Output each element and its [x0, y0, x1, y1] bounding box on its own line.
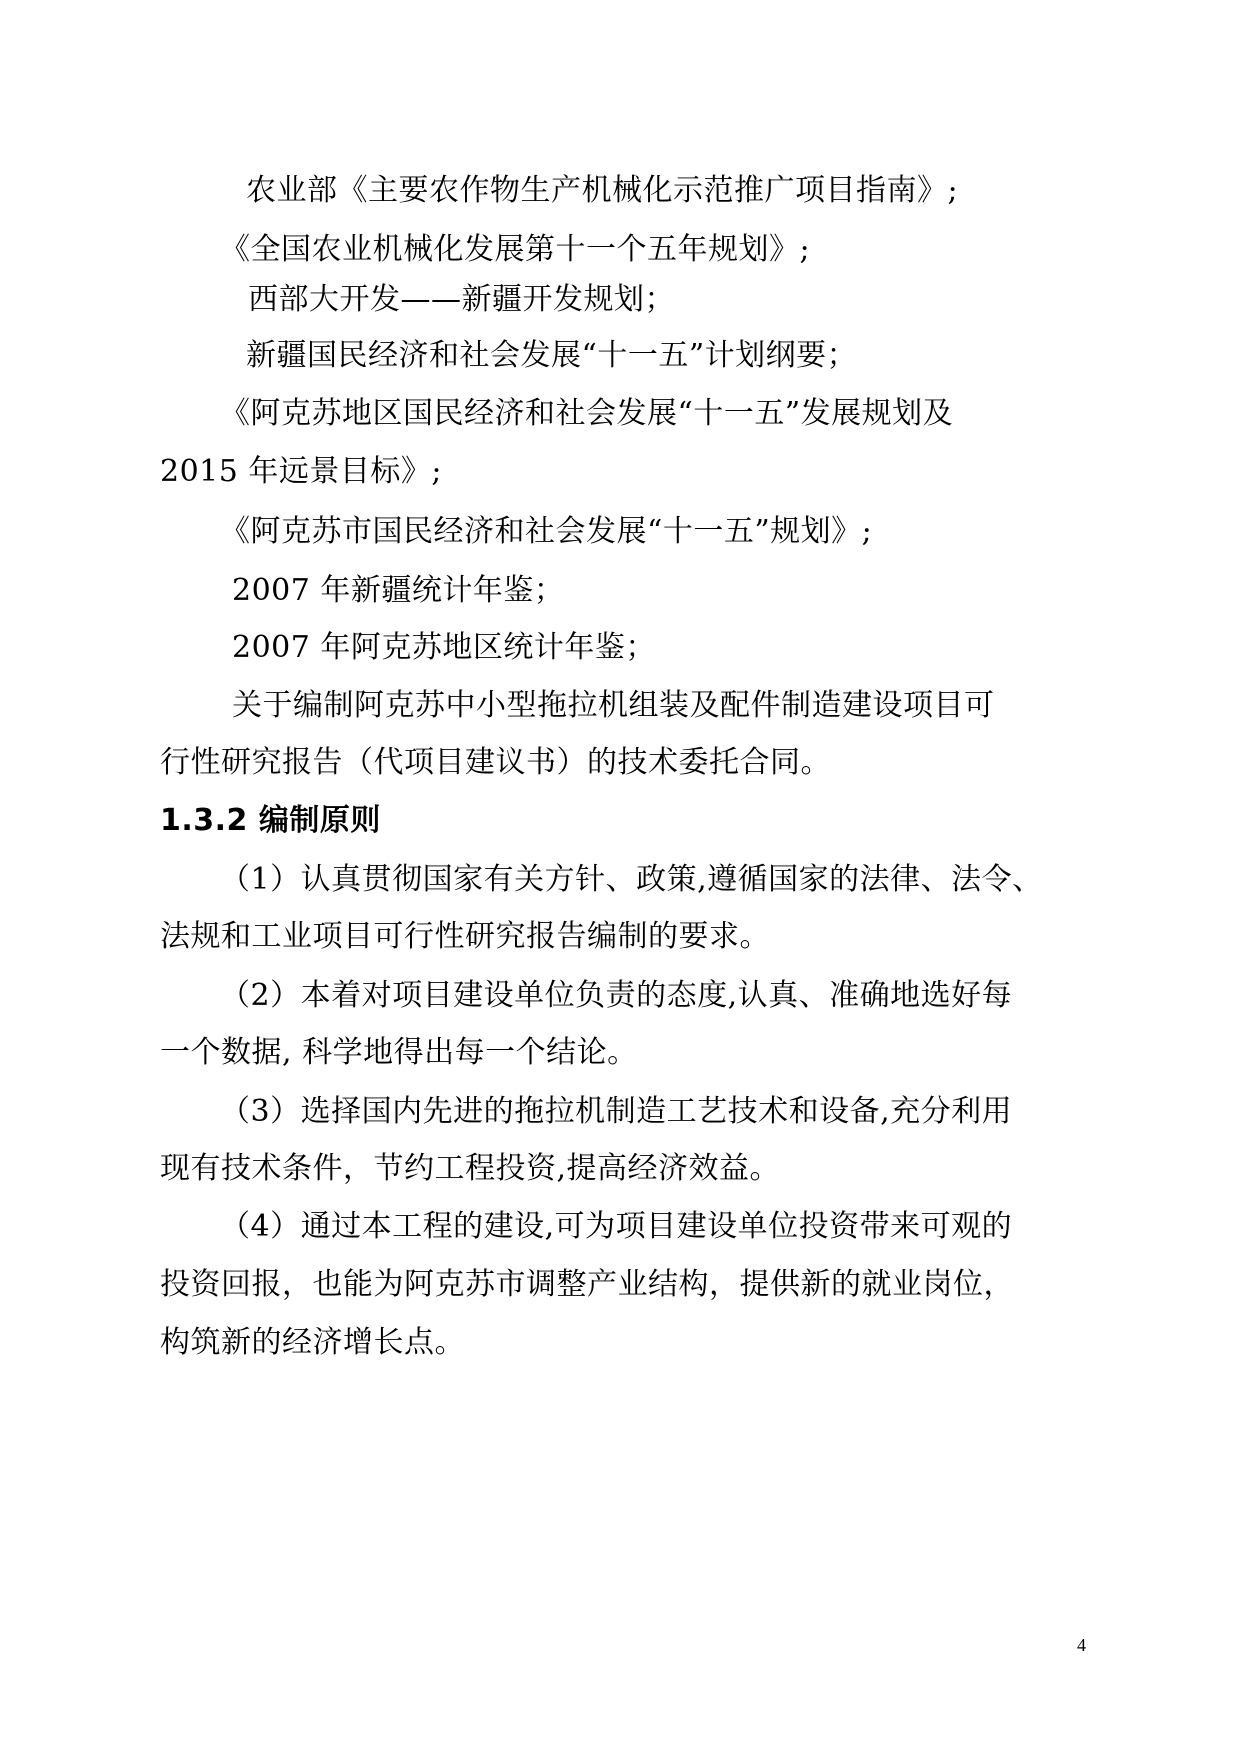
basis-item: 关于编制阿克苏中小型拖拉机组装及配件制造建设项目可 — [232, 688, 995, 723]
principle-line: （2）本着对项目建设单位负责的态度,认真、准确地选好每 — [220, 978, 1013, 1013]
basis-item: 行性研究报告（代项目建议书）的技术委托合同。 — [160, 745, 831, 780]
basis-item: 新疆国民经济和社会发展“十一五”计划纲要； — [246, 338, 858, 373]
basis-item: 《阿克苏市国民经济和社会发展“十一五”规划》; — [220, 514, 873, 549]
basis-item: 《全国农业机械化发展第十一个五年规划》; — [220, 232, 811, 267]
principle-line: 法规和工业项目可行性研究报告编制的要求。 — [160, 919, 770, 954]
principle-line: （3）选择国内先进的拖拉机制造工艺技术和设备,充分利用 — [220, 1094, 1013, 1129]
principle-line: 投资回报，也能为阿克苏市调整产业结构，提供新的就业岗位， — [160, 1267, 1014, 1302]
principle-line: 现有技术条件，节约工程投资,提高经济效益。 — [160, 1151, 781, 1186]
basis-item: 农业部《主要农作物生产机械化示范推广项目指南》; — [246, 173, 959, 208]
principle-line: （1）认真贯彻国家有关方针、政策,遵循国家的法律、法令、 — [220, 862, 1043, 897]
basis-item: 2015 年远景目标》; — [160, 454, 442, 489]
principle-line: 构筑新的经济增长点。 — [160, 1325, 465, 1360]
basis-item: 2007 年阿克苏地区统计年鉴； — [232, 630, 656, 665]
page-number: 4 — [1077, 1635, 1086, 1655]
principle-line: 一个数据, 科学地得出每一个结论。 — [160, 1035, 638, 1070]
basis-item: 西部大开发——新疆开发规划； — [248, 282, 675, 317]
principle-line: （4）通过本工程的建设,可为项目建设单位投资带来可观的 — [220, 1209, 1013, 1244]
basis-item: 《阿克苏地区国民经济和社会发展“十一五”发展规划及 — [220, 396, 954, 431]
basis-item: 2007 年新疆统计年鉴； — [232, 573, 565, 608]
section-heading: 1.3.2 编制原则 — [160, 803, 381, 838]
